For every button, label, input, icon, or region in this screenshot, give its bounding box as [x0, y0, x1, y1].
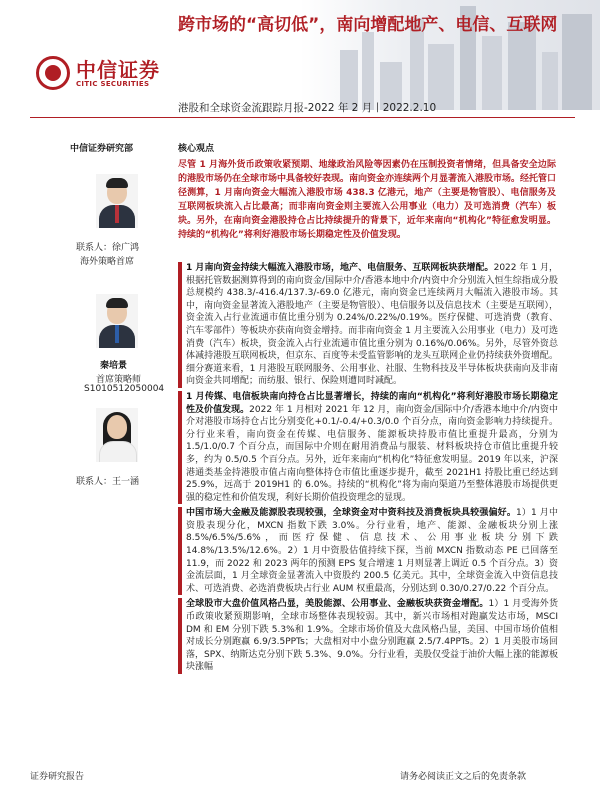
core-point-2 [178, 391, 558, 504]
header-divider [30, 117, 575, 118]
core-point-1 [178, 262, 558, 388]
analyst-photo-3 [96, 408, 138, 462]
core-point-2-body: 2022 年 1 月相对 2021 年 12 月，南向资金/国际中介/香港本地中介/内资中介对港股市场持仓占比分别变化+0.1/-0.4/+0.3/0.0 个百分点，南向资金影响力持续提升。分行业来看，南向资金在传媒、电信服务、能源板块持股市值比重提升最高，分别为 1.5/1.0/0.7 个百分点，而国际中介则在耐用消费品与服装、材料板块持仓市值比重提升较多，约为 0.5/0.5 个百分点。另外，近年来南向“机构化”特征愈发明显。2019 年以来，沪深港通类基金持港股市值占南向整体持仓市值比重逐步提升，截至 2021H1 持股比重已经达到 25.9%，远高于 2019H1 的 6.0%。持续的“机构化”将为南向渠道乃至整体港股市场提供更强的稳定性和价值发现，利好长期价值投资理念的显现。 [186, 404, 558, 503]
core-point-3-head: 中国市场大金融及能源股表现较强，全球资金对中资科技及消费板块具较强偏好。 [186, 508, 516, 519]
footer-disclaimer: 请务必阅读正文之后的免责条款 [400, 772, 527, 782]
core-point-4 [178, 598, 558, 674]
analyst-1-contact: 联系人：徐广鸿 [76, 243, 140, 253]
analyst-photo-2 [96, 294, 138, 348]
core-summary: 尽管 1 月海外货币政策收紧预期、地缘政治风险等因素仍在压制投资者情绪，但具备安全边际的港股市场仍在全球市场中具备较好表现。南向资金亦连续两个月显著流入港股市场。经托管口径测算，1 月南向资金大幅流入港股市场 438.3 亿港元，地产（主要是物管股）、电信服务及互联网板块流入占比最高；而非南向资金则主要流入公用事业（电力）及可选消费（汽车）板块。另外，在南向资金港股持仓占比持续提升的背景下，近年来南向“机构化”特征愈发明显。持续的“机构化”将利好港股市场长期稳定性及价值发现。 [178, 160, 557, 240]
analyst-2-license: S1010512050004 [84, 384, 165, 394]
core-point-2-head: 1 月传媒、电信板块南向持仓占比显著增长，持续的南向“机构化”将利好港股市场长期稳定性及价值发现。 [186, 391, 558, 415]
analyst-2-name: 秦培景 [100, 361, 128, 371]
citic-logo [36, 54, 166, 98]
analyst-2-role: 首席策略师 [96, 375, 142, 385]
logo-text-cn: 中信证券 [76, 58, 160, 82]
analyst-photo-1 [96, 174, 138, 228]
core-point-1-head: 1 月南向资金持续大幅流入港股市场，地产、电信服务、互联网板块获增配。 [186, 263, 494, 273]
core-points [178, 262, 558, 677]
core-point-3 [178, 507, 558, 595]
institute-label: 中信证券研究部 [70, 144, 134, 154]
core-point-4-head: 全球股市大盘价值风格凸显，美股能源、公用事业、金融板块获资金增配。 [186, 599, 489, 610]
core-view-label: 核心观点 [178, 144, 215, 154]
logo-icon [36, 56, 70, 90]
logo-text-en: CITIC SECURITIES [76, 80, 150, 88]
core-point-1-body: 2022 年 1 月，根据托管数据测算得到的南向资金/国际中介/香港本地中介/内资中介分别流入恒生综指成分股总规模约 438.3/-416.4/137.3/-69.0 亿港元，南向资金已连续两月大幅流入港股市场。其中，南向资金显著流入港股地产（主要是物管股）、电信服务以及信息技术（主要是互联网），资金流入占行业流通市值比重分别为 0.24%/0.22%/0.19%。医疗保健、可选消费（教育、汽车零部件）等板块亦获南向资金增持。而非南向资金 1 月主要流入公用事业（电力）及可选消费（汽车）板块，资金流入占行业流通市值比重分别为 0.16%/0.06%。另外，尽管外资总体减持港股互联网板块，但京东、百度等未受监管影响的龙头互联网企业仍持续获外资增配。细分赛道来看，1 月港股互联网服务、公用事业、社服、生物科技及半导体板块获南向及非南向资金共同增配；而纺服、银行、保险则遭同时减配。 [186, 263, 558, 387]
core-point-3-body: 1）1 月中资股表现分化，MXCN 指数下跌 3.0%。分行业看，地产、能源、金融板块分别上涨 8.5%/6.5%/5.6%，而医疗保健、信息技术、公用事业板块分别下跌 14.8%/13.5%/12.6%。2）1 月中资股估值持续下探，当前 MXCN 指数动态 PE 已回落至 11.9，而 2022 和 2023 两年的预测 EPS 复合增速 1 月则显著上调近 0.5 个百分点。3）资金流层面，1 月全球资金显著流入中资股约 200.5 亿美元。其中，全球资金流入中资信息技术、可选消费、必选消费板块占行业 AUM 权重最高，分别达到 0.30/0.27/0.22 个百分点。 [186, 508, 558, 594]
core-point-4-body: 1）1 月受海外货币政策收紧预期影响，全球市场整体表现较弱。其中，新兴市场相对跑赢发达市场，MSCI DM 和 EM 分别下跌 5.3%和 1.9%。全球市场价值及大盘风格凸显，美国、中国市场价值相对成长分别跑赢 6.9/3.5PPTs；大盘相对中小盘分别跑赢 2.5/7.4PPTs。2）1 月美股市场回落，SPX、纳斯达克分别下跌 5.3%、9.0%。分行业看，美股仅受益于油价大幅上涨的能源板块涨幅 [186, 599, 558, 673]
report-subtitle: 港股和全球资金流跟踪月报-2022 年 2 月丨2022.2.10 [178, 102, 437, 114]
footer-left: 证券研究报告 [30, 772, 85, 782]
report-title: 跨市场的“高切低”，南向增配地产、电信、互联网 [178, 15, 558, 35]
analyst-3-contact: 联系人：王一涵 [76, 477, 140, 487]
analyst-1-role: 海外策略首席 [80, 257, 135, 267]
